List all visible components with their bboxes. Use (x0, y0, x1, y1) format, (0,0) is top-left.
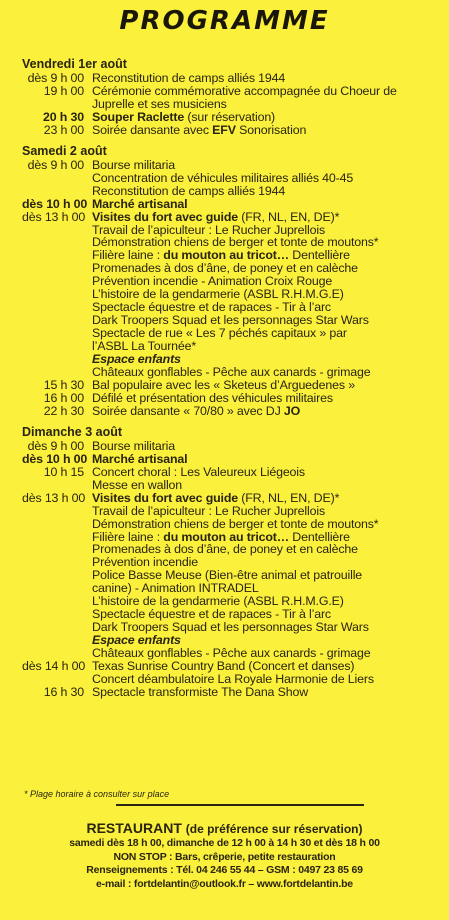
event-description (92, 466, 442, 492)
text-segment: Travail de l’apiculteur : Le Rucher Juprellois (92, 503, 325, 518)
text-segment: canine) - Animation INTRADEL (92, 581, 259, 596)
text-segment: Dark Troopers Squad et les personnages Star Wars (92, 313, 369, 328)
text-segment: Spectacle équestre et de rapaces - Tir à l’arc (92, 607, 331, 622)
restaurant-label: RESTAURANT (86, 820, 182, 836)
text-segment: Visites du fort avec guide (92, 209, 238, 224)
event-row (22, 466, 442, 492)
event-description (92, 124, 442, 137)
event-description (92, 405, 442, 418)
text-segment: Soirée dansante « 70/80 » avec DJ (92, 403, 284, 418)
event-time: 16 h 30 (43, 684, 84, 699)
text-segment: Marché artisanal (92, 196, 188, 211)
contact-email-website: e-mail : fortdelantin@outlook.fr – www.fortdelantin.be (96, 877, 353, 890)
event-description (92, 492, 442, 660)
day-heading: Samedi 2 août (22, 143, 107, 158)
event-time: 16 h 00 (43, 390, 84, 405)
event-time: 20 h 30 (43, 109, 84, 124)
text-segment: Bourse militaria (92, 438, 175, 453)
text-segment: Souper Raclette (92, 109, 185, 124)
text-segment: Filière laine : (92, 529, 164, 544)
text-segment: Marché artisanal (92, 451, 188, 466)
event-row (22, 85, 442, 111)
divider (116, 804, 364, 806)
text-segment: du mouton au tricot… (163, 248, 290, 263)
event-row (22, 440, 442, 453)
event-time: dès 9 h 00 (27, 71, 84, 85)
event-description (92, 85, 442, 111)
text-segment: Démonstration chiens de berger et tonte de moutons* (92, 235, 379, 250)
text-segment: Espace enfants (92, 352, 181, 367)
event-time: dès 14 h 00 (22, 659, 86, 674)
event-time: dès 10 h 00 (22, 451, 88, 466)
text-segment: Promenades à dos d’âne, de poney et en calèche (92, 542, 358, 557)
event-line (92, 405, 442, 418)
text-segment: Police Basse Meuse (Bien-être animal et patrouille (92, 568, 363, 583)
event-time: 22 h 30 (43, 403, 84, 418)
day-heading: Dimanche 3 août (22, 424, 123, 439)
text-segment: Dentellière (289, 248, 350, 263)
page-title: PROGRAMME (119, 6, 330, 36)
event-row (22, 492, 442, 660)
text-segment: Soirée dansante avec (92, 122, 213, 137)
text-segment: Concert déambulatoire La Royale Harmonie de Liers (92, 671, 374, 686)
event-time: 23 h 00 (43, 122, 84, 137)
footnote: * Plage horaire à consulter sur place (24, 789, 170, 799)
text-segment: du mouton au tricot… (163, 529, 290, 544)
text-segment: L’histoire de la gendarmerie (ASBL R.H.M.G.E) (92, 287, 344, 302)
text-segment: Spectacle de rue « Les 7 péchés capitaux » par (92, 326, 347, 341)
event-time: dès 13 h 00 (22, 490, 86, 505)
text-segment: L’histoire de la gendarmerie (ASBL R.H.M.G.E) (92, 594, 344, 609)
event-row (22, 660, 442, 686)
event-line (92, 686, 442, 699)
text-segment: Concentration de véhicules militaires alliés 40-45 (92, 170, 354, 185)
text-segment: Châteaux gonflables - Pêche aux canards - grimage (92, 646, 371, 661)
text-segment: Bal populaire avec les « Sketeus d’Arguedenes » (92, 377, 355, 392)
text-segment: Bourse militaria (92, 157, 175, 172)
text-segment: Dentellière (289, 529, 350, 544)
text-segment: Cérémonie commémorative accompagnée du Choeur de (92, 83, 397, 98)
event-description (92, 159, 442, 198)
event-row (22, 405, 442, 418)
text-segment: Visites du fort avec guide (92, 490, 238, 505)
text-segment: Démonstration chiens de berger et tonte de moutons* (92, 516, 379, 531)
text-segment: (FR, NL, EN, DE)* (237, 490, 340, 505)
event-description (92, 660, 442, 686)
event-row (22, 124, 442, 137)
text-segment: Spectacle équestre et de rapaces - Tir à l’arc (92, 300, 331, 315)
restaurant-hours: samedi dès 18 h 00, dimanche de 12 h 00 à 14 h 30 et dès 18 h 00 (69, 837, 380, 849)
restaurant-note: (de préférence sur réservation) (185, 822, 363, 836)
text-segment: Messe en wallon (92, 477, 183, 492)
event-time: 19 h 00 (43, 83, 84, 98)
event-time: dès 13 h 00 (22, 209, 86, 224)
text-segment: Travail de l’apiculteur : Le Rucher Juprellois (92, 222, 325, 237)
text-segment: Concert choral : Les Valeureux Liégeois (92, 464, 305, 479)
text-segment: Châteaux gonflables - Pêche aux canards - grimage (92, 365, 371, 380)
text-segment: Texas Sunrise Country Band (Concert et danses) (92, 659, 355, 674)
text-segment: l’ASBL La Tournée* (92, 339, 197, 354)
text-segment: Espace enfants (92, 633, 181, 648)
event-row (22, 686, 442, 699)
event-time: 10 h 15 (43, 464, 84, 479)
text-segment: (sur réservation) (184, 109, 276, 124)
program-schedule (22, 58, 442, 699)
event-description (92, 211, 442, 379)
text-segment: Reconstitution de camps alliés 1944 (92, 71, 286, 85)
contact-phone: Renseignements : Tél. 04 246 55 44 – GSM : 0497 23 85 69 (86, 864, 363, 876)
event-row (22, 159, 442, 198)
text-segment: Dark Troopers Squad et les personnages Star Wars (92, 620, 369, 635)
text-segment: EFV (212, 122, 236, 137)
restaurant-heading (0, 820, 449, 837)
text-segment: Juprelle et ses musiciens (92, 96, 227, 111)
event-time: dès 9 h 00 (27, 157, 84, 172)
event-description (92, 686, 442, 699)
event-time: dès 10 h 00 (22, 196, 88, 211)
nonstop-info: NON STOP : Bars, crêperie, petite restauration (113, 850, 336, 863)
text-segment: Reconstitution de camps alliés 1944 (92, 183, 286, 198)
text-segment: JO (283, 403, 301, 418)
event-row (22, 211, 442, 379)
text-segment: Défilé et présentation des véhicules militaires (92, 390, 333, 405)
text-segment: Sonorisation (235, 122, 307, 137)
text-segment: Filière laine : (92, 248, 164, 263)
event-time: dès 9 h 00 (27, 438, 84, 453)
event-line (92, 124, 442, 137)
event-time: 15 h 30 (43, 377, 84, 392)
text-segment: Prévention incendie - Animation Croix Rouge (92, 274, 333, 289)
text-segment: Spectacle transformiste The Dana Show (92, 684, 308, 699)
text-segment: (FR, NL, EN, DE)* (237, 209, 340, 224)
day-heading: Vendredi 1er août (22, 57, 127, 71)
text-segment: Promenades à dos d’âne, de poney et en calèche (92, 261, 358, 276)
restaurant-info (0, 820, 449, 891)
text-segment: Prévention incendie (92, 555, 198, 570)
